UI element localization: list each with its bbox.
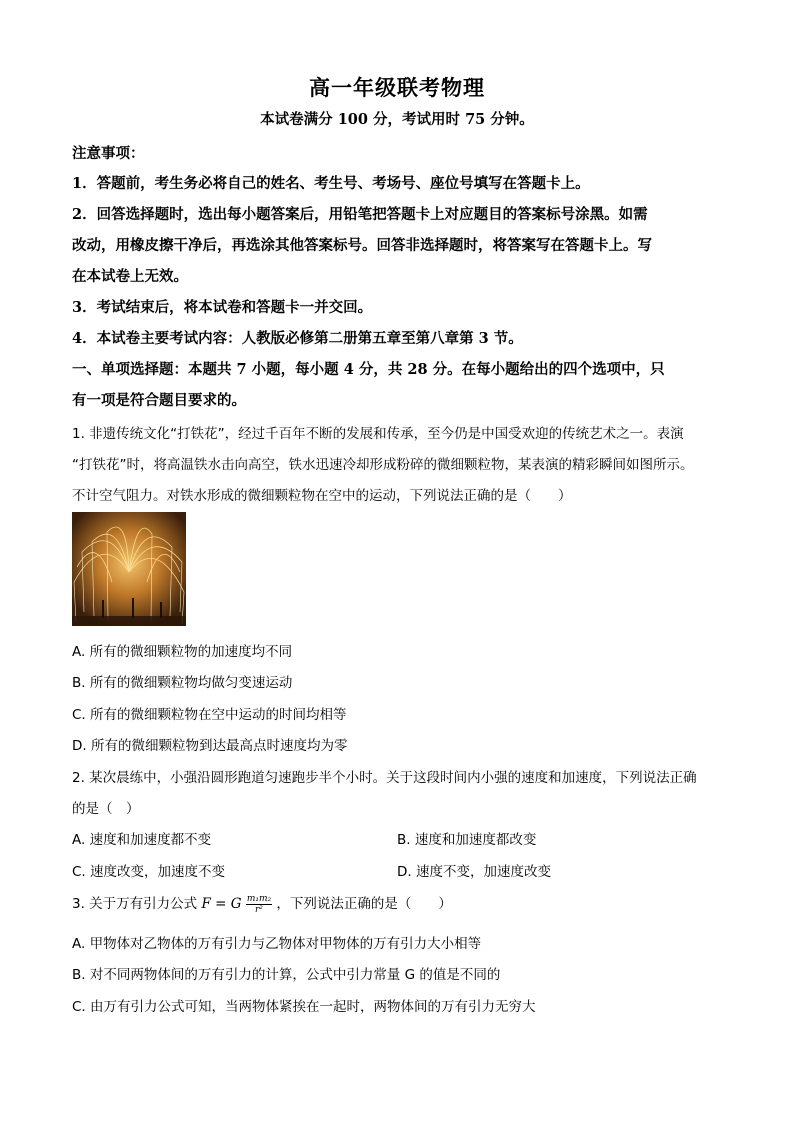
formula-lhs: F = G <box>201 895 242 912</box>
page-subtitle: 本试卷满分 100 分，考试用时 75 分钟。 <box>260 111 534 128</box>
q1-stem-line-3: 不计空气阻力。对铁水形成的微细颗粒物在空中的运动，下列说法正确的是（ ） <box>72 488 572 504</box>
q3-option-b: B. 对不同两物体间的万有引力的计算，公式中引力常量 G 的值是不同的 <box>72 967 501 983</box>
q2-option-a: A. 速度和加速度都不变 <box>72 832 212 848</box>
notice-item-2-line-2: 改动，用橡皮擦干净后，再选涂其他答案标号。回答非选择题时，将答案写在答题卡上。写 <box>72 237 652 254</box>
iron-flower-photo <box>72 512 186 626</box>
notice-heading: 注意事项： <box>72 145 145 162</box>
q1-stem-line-1: 1. 非遗传统文化“打铁花”，经过千百年不断的发展和传承，至今仍是中国受欢迎的传统艺术之一。表演 <box>72 426 684 442</box>
q2-option-b: B. 速度和加速度都改变 <box>397 832 537 848</box>
q2-option-d: D. 速度不变，加速度改变 <box>397 864 551 880</box>
section-heading-line-1: 一、单项选择题：本题共 7 小题，每小题 4 分，共 28 分。在每小题给出的四个选项中，只 <box>72 361 665 378</box>
notice-item-2-line-1: 2．回答选择题时，选出每小题答案后，用铅笔把答题卡上对应题目的答案标号涂黑。如需 <box>72 206 648 223</box>
q3-stem <box>72 892 732 915</box>
q3-option-a: A. 甲物体对乙物体的万有引力与乙物体对甲物体的万有引力大小相等 <box>72 936 482 952</box>
q1-option-d: D. 所有的微细颗粒物到达最高点时速度均为零 <box>72 738 348 754</box>
section-heading-line-2: 有一项是符合题目要求的。 <box>72 392 246 409</box>
q1-stem-line-2: “打铁花”时，将高温铁水击向高空，铁水迅速冷却形成粉碎的微细颗粒物，某表演的精彩瞬间如图所示。 <box>72 457 694 473</box>
gravitation-formula <box>201 894 272 915</box>
q2-option-c: C. 速度改变，加速度不变 <box>72 864 226 880</box>
formula-fraction <box>246 894 272 915</box>
formula-denominator: r² <box>255 904 263 915</box>
q1-option-c: C. 所有的微细颗粒物在空中运动的时间均相等 <box>72 707 347 723</box>
formula-numerator: m₁m₂ <box>246 893 272 904</box>
q3-stem-suffix: ，下列说法正确的是（ ） <box>276 896 452 912</box>
q2-stem-line-2: 的是（ ） <box>72 801 140 817</box>
q1-option-b: B. 所有的微细颗粒物均做匀变速运动 <box>72 675 293 691</box>
notice-item-4: 4．本试卷主要考试内容：人教版必修第二册第五章至第八章第 3 节。 <box>72 330 523 347</box>
notice-item-3: 3．考试结束后，将本试卷和答题卡一并交回。 <box>72 299 373 316</box>
q2-stem-line-1: 2. 某次晨练中，小强沿圆形跑道匀速跑步半个小时。关于这段时间内小强的速度和加速度，下列说法正确 <box>72 770 697 786</box>
notice-item-1: 1．答题前，考生务必将自己的姓名、考生号、考场号、座位号填写在答题卡上。 <box>72 175 590 192</box>
q3-option-c: C. 由万有引力公式可知，当两物体紧挨在一起时，两物体间的万有引力无穷大 <box>72 999 536 1015</box>
q1-option-a: A. 所有的微细颗粒物的加速度均不同 <box>72 644 293 660</box>
page-title: 高一年级联考物理 <box>309 75 485 100</box>
q3-stem-prefix: 3. 关于万有引力公式 <box>72 896 198 912</box>
notice-item-2-line-3: 在本试卷上无效。 <box>72 268 188 285</box>
